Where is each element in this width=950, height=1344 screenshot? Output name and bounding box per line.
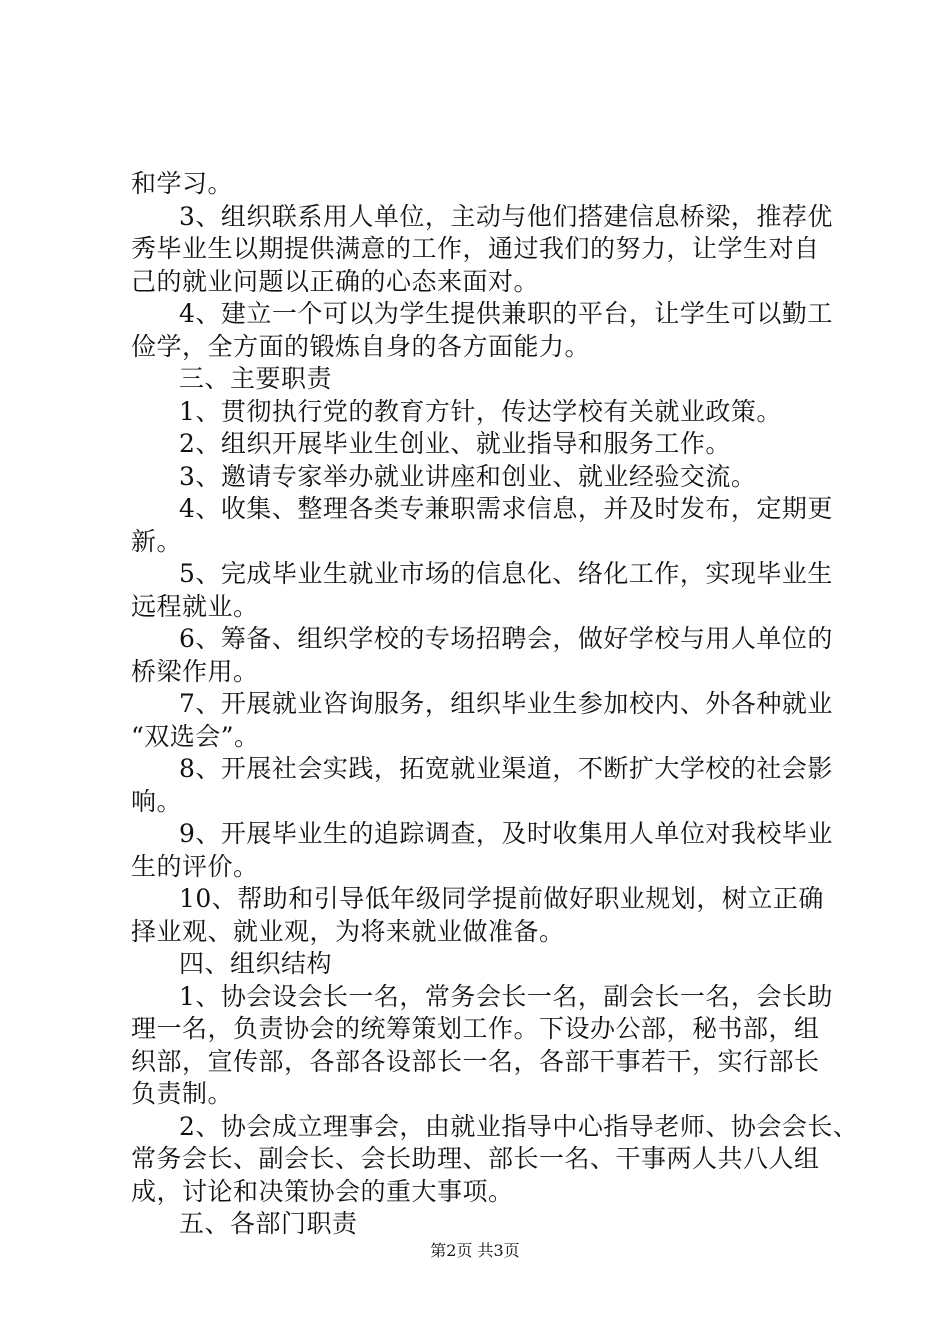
text-line: 3、组织联系用人单位，主动与他们搭建信息桥梁，推荐优 [179,201,833,231]
text-line: 2、协会成立理事会，由就业指导中心指导老师、协会会长、 [179,1111,859,1141]
text-line: 择业观、就业观，为将来就业做准备。 [131,916,565,946]
text-line: 7、开展就业咨询服务，组织毕业生参加校内、外各种就业 [179,689,833,718]
text-line: 4、建立一个可以为学生提供兼职的平台，让学生可以勤工 [179,299,833,328]
text-line: 秀毕业生以期提供满意的工作，通过我们的努力，让学生对自 [131,234,820,263]
text-line: 桥梁作用。 [131,656,259,686]
text-line: 1、协会设会长一名，常务会长一名，副会长一名，会长助 [179,981,833,1011]
text-line: 9、开展毕业生的追踪调查，及时收集用人单位对我校毕业 [179,819,833,848]
text-line: 和学习。 [131,169,234,198]
document-body [131,168,859,1241]
text-line: 五、各部门职责 [179,1209,358,1238]
text-line: 理一名，负责协会的统筹策划工作。下设办公部，秘书部，组 [131,1014,820,1043]
text-line: 10、帮助和引导低年级同学提前做好职业规划，树立正确 [179,884,824,913]
text-line: 俭学，全方面的锻炼自身的各方面能力。 [131,331,591,361]
text-line: 2、组织开展毕业生创业、就业指导和服务工作。 [179,429,731,458]
text-line: 负责制。 [131,1079,234,1108]
text-line: 6、筹备、组织学校的专场招聘会，做好学校与用人单位的 [179,624,833,653]
text-line: 远程就业。 [131,591,259,621]
text-line: “双选会”。 [131,721,260,751]
text-line: 常务会长、副会长、会长助理、部长一名、干事两人共八人组 [131,1144,820,1173]
page-footer: 第2页 共3页 [430,1241,520,1260]
text-line: 织部，宣传部，各部各设部长一名，各部干事若干，实行部长 [131,1046,820,1076]
text-line: 8、开展社会实践，拓宽就业渠道，不断扩大学校的社会影 [179,754,833,783]
text-line: 己的就业问题以正确的心态来面对。 [131,266,540,296]
text-line: 5、完成毕业生就业市场的信息化、络化工作，实现毕业生 [179,559,833,588]
text-line: 四、组织结构 [179,949,333,978]
text-line: 1、贯彻执行党的教育方针，传达学校有关就业政策。 [179,396,782,426]
text-line: 3、邀请专家举办就业讲座和创业、就业经验交流。 [179,461,757,491]
text-line: 三、主要职责 [179,364,333,393]
text-line: 响。 [131,786,183,816]
text-line: 成，讨论和决策协会的重大事项。 [131,1176,514,1206]
text-line: 新。 [131,526,183,556]
text-line: 生的评价。 [131,851,259,881]
text-line: 4、收集、整理各类专兼职需求信息，并及时发布，定期更 [179,494,833,523]
